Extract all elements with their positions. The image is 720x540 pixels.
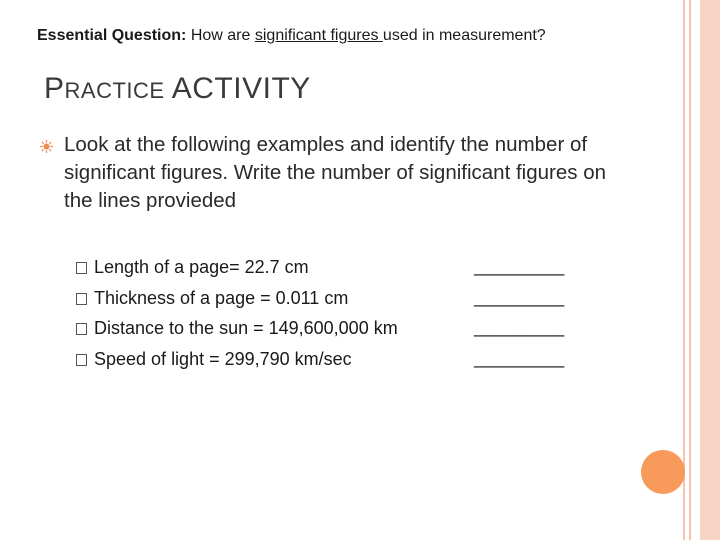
title-small-caps: RACTICE — [64, 78, 165, 103]
decorative-border — [683, 0, 691, 540]
decorative-border-strip — [700, 0, 720, 540]
essential-question-label: Essential Question: — [37, 27, 187, 44]
decorative-circle — [641, 450, 685, 494]
examples-list — [76, 256, 596, 378]
list-item — [76, 287, 596, 318]
essential-question-underlined: significant figures — [254, 27, 383, 44]
checkbox-bullet-icon — [76, 293, 87, 305]
list-item — [76, 317, 596, 348]
answer-line[interactable]: _________ — [474, 256, 565, 276]
title-rest: ACTIVITY — [164, 72, 311, 105]
example-text: Length of a page= 22.7 cm — [94, 257, 309, 277]
title-first-letter: P — [44, 72, 65, 105]
essential-question-text-start: How are — [190, 27, 255, 44]
list-item — [76, 256, 596, 287]
example-text: Speed of light = 299,790 km/sec — [94, 348, 352, 369]
page-title — [44, 72, 311, 106]
checkbox-bullet-icon — [76, 262, 87, 274]
answer-line[interactable]: _________ — [474, 347, 565, 368]
answer-line[interactable]: _________ — [474, 317, 565, 337]
example-text: Distance to the sun = 149,600,000 km — [94, 318, 398, 338]
checkbox-bullet-icon — [76, 354, 87, 366]
essential-question — [37, 27, 546, 45]
example-text: Thickness of a page = 0.011 cm — [94, 287, 349, 308]
answer-line[interactable]: _________ — [474, 286, 565, 307]
checkbox-bullet-icon — [76, 323, 87, 335]
list-item — [76, 348, 596, 379]
sun-bullet-icon — [40, 140, 53, 156]
essential-question-text-end: used in measurement? — [382, 27, 546, 44]
instruction-text: Look at the following examples and identify the number of significant figures. Write the number of significant figures on the lines provieded — [64, 133, 606, 212]
